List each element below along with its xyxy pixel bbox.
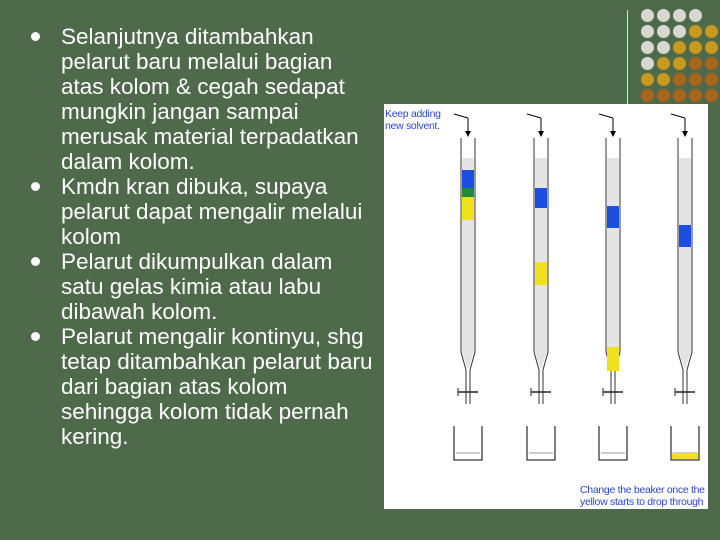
bullet-dot xyxy=(31,332,40,341)
column-packing xyxy=(607,158,619,352)
decor-dot xyxy=(705,89,718,102)
column-packing-tip xyxy=(535,352,547,368)
figure-label-bottom: Change the beaker once the yellow starts to drop through xyxy=(580,484,705,508)
decor-dot xyxy=(689,89,702,102)
bullet-item xyxy=(30,324,375,449)
decor-dot xyxy=(641,41,654,54)
decor-dot xyxy=(705,25,718,38)
solvent-arrow-line xyxy=(527,114,541,118)
decor-dot xyxy=(689,57,702,70)
sample-band xyxy=(535,262,547,285)
decor-dot xyxy=(673,57,686,70)
decor-dot xyxy=(657,25,670,38)
decor-dot xyxy=(689,73,702,86)
decor-dot xyxy=(657,9,670,22)
decor-dot xyxy=(657,41,670,54)
decor-dot xyxy=(641,57,654,70)
column-packing xyxy=(535,158,547,352)
bullet-dot xyxy=(31,257,40,266)
decor-dot xyxy=(641,73,654,86)
yellow-eluate xyxy=(672,453,698,459)
decor-dot xyxy=(657,57,670,70)
sample-band xyxy=(679,225,691,247)
sample-band xyxy=(607,206,619,228)
decor-dot xyxy=(673,73,686,86)
bullet-item xyxy=(30,24,375,174)
bullet-text: Pelarut dikumpulkan dalam satu gelas kimia atau labu dibawah kolom. xyxy=(61,249,333,324)
column-packing-tip xyxy=(679,352,691,368)
decor-dot xyxy=(673,25,686,38)
solvent-arrow-line xyxy=(599,114,613,118)
solvent-arrow-line xyxy=(454,114,468,118)
beaker xyxy=(527,426,555,460)
decor-vertical-line xyxy=(627,10,628,104)
decor-dot xyxy=(689,25,702,38)
column-packing-tip xyxy=(462,352,474,368)
sample-band xyxy=(535,188,547,208)
column-chromatography-figure xyxy=(384,104,708,509)
bullet-item xyxy=(30,249,375,324)
decor-dot xyxy=(673,89,686,102)
bullet-text: Kmdn kran dibuka, supaya pelarut dapat mengalir melalui kolom xyxy=(61,174,363,249)
beaker xyxy=(599,426,627,460)
arrow-head-icon xyxy=(610,131,616,137)
decor-dot xyxy=(673,9,686,22)
sample-band xyxy=(462,170,474,190)
bullet-list xyxy=(30,24,375,449)
sample-band xyxy=(462,197,474,220)
decor-dot xyxy=(657,89,670,102)
decor-dot xyxy=(641,89,654,102)
bullet-dot xyxy=(31,32,40,41)
arrow-head-icon xyxy=(538,131,544,137)
decor-dot xyxy=(705,73,718,86)
bullet-text: Pelarut mengalir kontinyu, shg tetap ditambahkan pelarut baru dari bagian atas kolom sehingga kolom tidak pernah kering. xyxy=(61,324,373,449)
decor-dot xyxy=(673,41,686,54)
decor-dot xyxy=(705,57,718,70)
solvent-arrow-line xyxy=(671,114,685,118)
column-diagram xyxy=(384,104,708,509)
decor-dot xyxy=(641,9,654,22)
decor-dot xyxy=(657,73,670,86)
decor-dot xyxy=(689,41,702,54)
arrow-head-icon xyxy=(465,131,471,137)
bullet-item xyxy=(30,174,375,249)
sample-band xyxy=(607,347,619,371)
decor-dot xyxy=(641,25,654,38)
decor-dot xyxy=(705,41,718,54)
bullet-dot xyxy=(31,182,40,191)
beaker xyxy=(454,426,482,460)
decor-dot xyxy=(689,9,702,22)
figure-label-top: Keep adding new solvent. xyxy=(385,108,441,132)
arrow-head-icon xyxy=(682,131,688,137)
column-packing xyxy=(679,158,691,352)
bullet-text: Selanjutnya ditambahkan pelarut baru melalui bagian atas kolom & cegah sedapat mungkin jangan sampai merusak material terpadatkan dalam kolom. xyxy=(61,24,359,174)
sample-band xyxy=(462,188,474,197)
